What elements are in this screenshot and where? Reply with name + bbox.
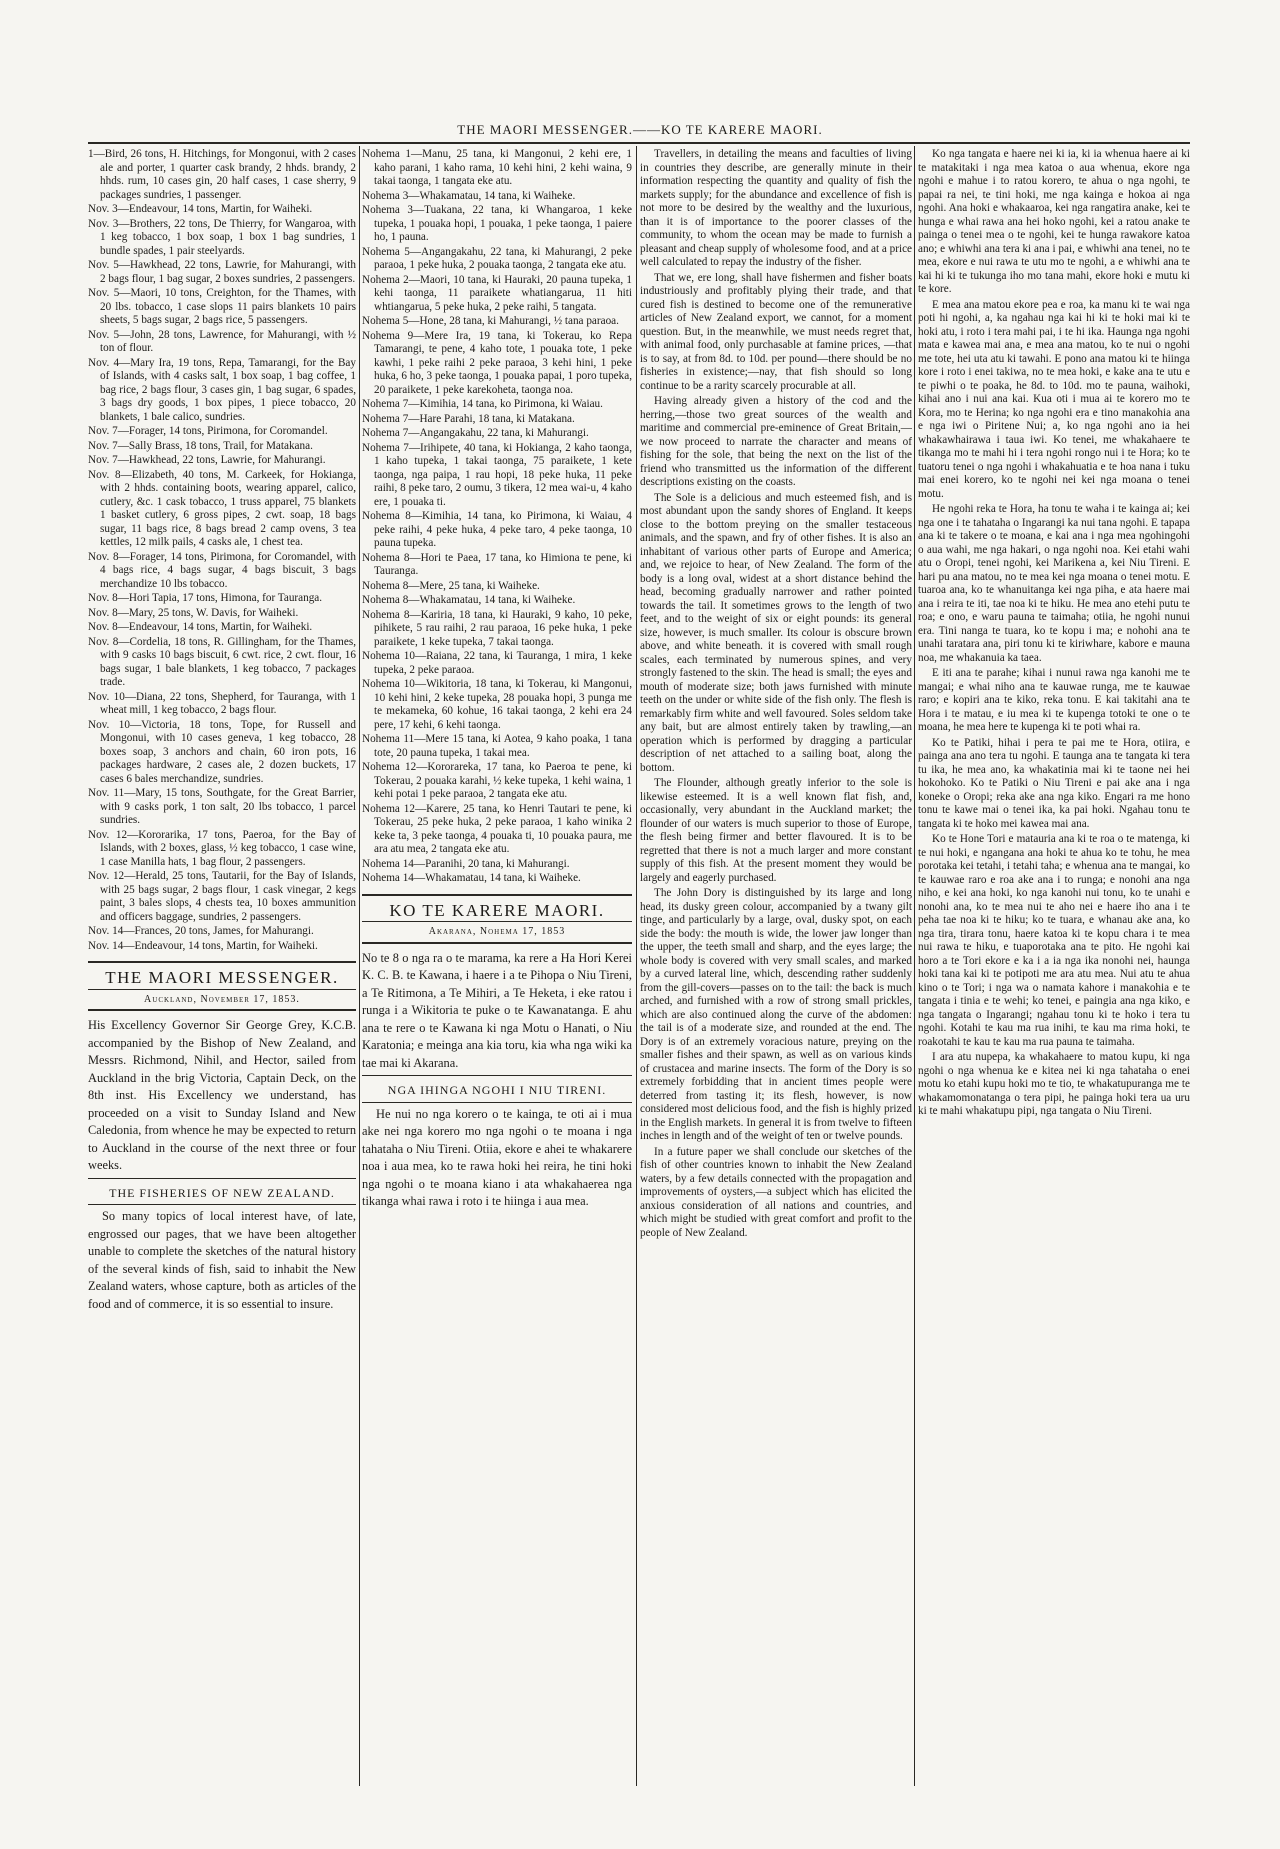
fisheries-intro-maori: He nui no nga korero o te kainga, te oti ai i mua ake nei nga korero mo nga ngohi o te moana i nga tahataha o Niu Tireni. Otiia, ekore e ahei te whakarere noa i aua mea, ko te rawa hoki hei reira, he tini hoki nga ngohi o te moana kiano i ata whakahaerea nga tikanga whai rawa i roto i te hiinga i aua mea. <box>362 1106 632 1208</box>
shipping-entry: Nohema 7—Hare Parahi, 18 tana, ki Matakana. <box>362 412 575 425</box>
shipping-entry: Nov. 3—Brothers, 22 tons, De Thierry, for Wangaroa, with 1 keg tobacco, 1 box soap, 1 box 1 bag sundries, 1 bundle spades, 1 pair steelyards. <box>88 217 356 257</box>
article-paragraph: The Flounder, although greatly inferior to the sole is likewise esteemed. It is a well known flat fish, and, occasionally, very abundant in the Auckland market; the flounder of our waters is much superior to those of Europe, the flesh being firmer and better flavoured. It is to be regretted that there is not a much larger and more constant supply of this fish. At the present moment they would be largely and eagerly purchased. <box>640 777 912 884</box>
fisheries-heading-english: THE FISHERIES OF NEW ZEALAND. <box>109 1185 335 1200</box>
shipping-entry: Nov. 12—Kororarika, 17 tons, Paeroa, for the Bay of Islands, with 2 boxes, glass, ½ keg tobacco, 1 case wine, 1 case Manilla hats, 1 bag flour, 2 passengers. <box>88 828 356 868</box>
divider <box>362 1102 632 1103</box>
shipping-entry: Nohema 7—Kimihia, 14 tana, ko Pirimona, ki Waiau. <box>362 398 603 410</box>
shipping-list-english <box>88 148 356 953</box>
shipping-entry: Nov. 7—Sally Brass, 18 tons, Trail, for Matakana. <box>88 439 313 452</box>
shipping-entry: Nov. 7—Hawkhead, 22 tons, Lawrie, for Mahurangi. <box>88 454 326 466</box>
shipping-entry: Nohema 2—Maori, 10 tana, ki Hauraki, 20 pauna tupeka, 1 kehi taonga, 11 paraikete whatiangarua, 11 hiti whtiangarua, 5 peke huka, 2 peke raihi, 5 tangata. <box>362 273 632 313</box>
article-paragraph: The John Dory is distinguished by its large and long head, its dusky green colour, accompanied by a twany gilt tinge, and particularly by a large, oval, dusky spot, on each side the body: the mouth is wide, the lower jaw longer than the upper, the teeth small and sharp, and the eyes large; the whole body is covered with very small scales, and marked by a curved lateral line, which, descending rather suddenly from the gill-covers—passes on to the tail: the back is much arched, and furnished with a row of strong small prickles, which are also continued along the curve of the abdomen: the tail is of a moderate size, and rounded at the end. The Dory is of an extremely voracious nature, preying on the smaller fishes and their spawn, as well as on various kinds of crustacea and marine insects. The form of the Dory is so extremely forbidding that in ancient times people were deterred from tasting it; its flesh, however, is now considered most delicious food, and the fish is highly prized in the English markets. In general it is from twelve to fifteen inches in length and of the weight of ten or twelve pounds. <box>640 887 912 1142</box>
shipping-entry: Nov. 5—Hawkhead, 22 tons, Lawrie, for Mahurangi, with 2 bags flour, 1 bag sugar, 2 boxes sundries, 2 passengers. <box>88 259 356 285</box>
article-paragraph: Having already given a history of the cod and the herring,—those two great sources of the wealth and maritime and commercial pre-eminence of Great Britain,—we now proceed to narrate the character and means of fishing for the sole, that being the next on the list of the friend who transmitted us the information of the different descriptions existing on the coasts. <box>640 395 912 488</box>
shipping-entry: Nov. 8—Cordelia, 18 tons, R. Gillingham, for the Thames, with 9 casks 10 bags biscuit, 6 cwt. rice, 2 cwt. flour, 16 bags sugar, 1 bale blankets, 1 keg tobacco, 7 packages trade. <box>88 635 356 688</box>
masthead-maori: KO TE KARERE MAORI. <box>362 894 632 923</box>
article-paragraph: E iti ana te parahe; kihai i nunui rawa nga kanohi me te mangai; e whai niho ana te kauwae runga, me te kauwae raro; e kopiri ana te kiko, reka tonu. E kai takitahi ana te Hora i te matau, e iu mea ki te kupenga totoki te one o te moana, he mea here te kupenga ki te poti whai ra. <box>918 667 1190 733</box>
shipping-entry: Nov. 11—Mary, 15 tons, Southgate, for the Great Barrier, with 9 casks pork, 1 ton salt, 20 lbs tobacco, 1 parcel sundries. <box>88 787 356 826</box>
shipping-entry: Nohema 1—Manu, 25 tana, ki Mangonui, 2 kehi ere, 1 kaho parani, 1 kaho rama, 10 kehi hini, 2 kehi waina, 9 takai taonga, 1 tangata eke atu. <box>362 148 632 187</box>
column-4 <box>918 148 1190 1828</box>
shipping-entry: Nohema 8—Kariria, 18 tana, ki Hauraki, 9 kaho, 10 peke, pihikete, 5 rau raihi, 2 rau paraoa, 16 peke huka, 1 peke paraikete, 1 keke tupeka, 7 takai taonga. <box>362 608 632 648</box>
article-paragraph: That we, ere long, shall have fishermen and fisher boats industriously and profitably plying their trade, and that cured fish is destined to become one of the remunerative articles of New Zealand export, we cannot, for a moment question. But, in the meanwhile, we must needs regret that, with animal food, only purchasable at famine prices, —that is to say, at from 8d. to 10d. per pound—there should be no fisheries in existence;—nay, that fish should so long continue to be a rarity scarcely procurable at all. <box>640 271 912 392</box>
editorial-maori: No te 8 o nga ra o te marama, ka rere a Ha Hori Kerei K. C. B. te Kawana, i haere i a te Pihopa o Niu Tireni, a Te Ritimona, a Te Mihiri, a Te Heketa, i eke ratou i runga i a Wikitoria te puke o te Kawanatanga. E ahu ana te rere o te Kawana ki nga Motu o Hanati, o Niu Karatonia; e meinga ana kia toru, kia wha nga wiki ka tae mai ki Akarana. <box>362 950 632 1070</box>
shipping-entry: Nohema 3—Tuakana, 22 tana, ki Whangaroa, 1 keke tupeka, 1 pouaka hopi, 1 pouaka, 1 peke taonga, 1 paiere ho, 1 pauna. <box>362 204 632 243</box>
article-paragraph: Ko nga tangata e haere nei ki ia, ki ia whenua haere ai ki te matakitaki i nga mea katoa o aua whenua, ekore nga ngohi e mahue i to ratou korero, te ahua o nga ngohi, te papai ra nei, te tini hoki, me nga kainga e hokoa ai nga ngohi. Ana hoki e whakaaroa, kei nga rangatira anake, kei te hunga e whai rawa ana hei hoko ngohi, kei a ratou anake te painga o tenei mea o te ngohi, kei te hunga rawakore katoa ano; e whiwhi ana tera ki ana i pai, e whiwhi ana tenei, no te mea, ekore e nui rawa te utu mo te ngohi, a e whiwhi ana te kai hi ki te tukunga iho mo tana mahi, ekore hoki e mutu ki te kore. <box>918 148 1190 295</box>
page-header: THE MAORI MESSENGER.——KO TE KARERE MAORI. <box>457 122 823 137</box>
shipping-entry: Nov. 7—Forager, 14 tons, Pirimona, for Coromandel. <box>88 425 328 437</box>
divider <box>88 1204 356 1205</box>
shipping-entry: Nov. 5—John, 28 tons, Lawrence, for Mahurangi, with ½ ton of flour. <box>88 328 356 354</box>
shipping-entry: Nohema 8—Kimihia, 14 tana, ko Pirimona, ki Waiau, 4 peke raihi, 4 peke huka, 4 peke taro, 4 peke taonga, 10 pauna tupeka. <box>362 510 632 549</box>
shipping-entry: Nov. 3—Endeavour, 14 tons, Martin, for Waiheki. <box>88 203 313 215</box>
shipping-entry: Nohema 8—Whakamatau, 14 tana, ki Waiheke. <box>362 594 576 606</box>
article-paragraph: The Sole is a delicious and much esteemed fish, and is most abundant upon the sandy shores of England. It keeps close to the bottom preying on the smaller testaceous animals, and the spawn, and fry of other fishes. It is also an inhabitant of various other parts of Europe and America; and, we rejoice to hear, of New Zealand. The form of the body is a long oval, widest at a short distance behind the head, becoming gradually narrower and rather pointed towards the tail. It sometimes grows to the length of two feet, and to the weight of six or eight pounds: its general size, however, is much smaller. Its colour is obscure brown above, and white beneath. it is covered with small rough scales, each terminated by numerous spines, and very strongly fastened to the skin. The head is small; the eyes and mouth of moderate size; both jaws furnished with minute teeth on the under or white side of the fish only. The flesh is remarkably firm white and well favoured. Soles seldom take any bait, but are almost entirely taken by trawling,—an operation which is performed by dragging a particular description of net attached to a sailing boat, along the bottom. <box>640 491 912 774</box>
shipping-entry: Nohema 7—Angangakahu, 22 tana, ki Mahurangi. <box>362 427 589 439</box>
divider <box>88 1178 356 1179</box>
shipping-entry: Nohema 8—Hori te Paea, 17 tana, ko Himiona te pene, ki Tauranga. <box>362 551 632 577</box>
article-paragraph: I ara atu nupepa, ka whakahaere to matou kupu, ki nga ngohi o nga whenua ke e kitea nei ki nga tahataha o enei motu ko etahi kupu hoki mo te tio, te whakatupuranga me te whakamomonatanga o tera pipi, he painga hoki tera ua uru ki te mahi whakatupu pipi, nga tangata o Niu Tireni. <box>918 1051 1190 1117</box>
shipping-entry: Nov. 14—Endeavour, 14 tons, Martin, for Waiheki. <box>88 939 318 952</box>
dateline-english: Auckland, November 17, 1853. <box>88 990 356 1012</box>
article-paragraph: Travellers, in detailing the means and faculties of living in countries they describe, are generally minute in their information respecting the quantity and quality of fish the markets supply; for the abundance and excellence of fish is not more to be desired by the wealthy and the luxurious, than it is of importance to the poorer classes of the community, to whom the ocean may be made to furnish a pleasant and cheap supply of wholesome food, and at a price well calculated to repay the industry of the fisher. <box>640 148 912 268</box>
shipping-list-maori <box>362 148 632 886</box>
article-paragraph: E mea ana matou ekore pea e roa, ka manu ki te wai nga poti hi ngohi, a, ka ngahau nga kai hi ki te hoki mai ki te hoki atu, i roto i tera mahi pai, i te hi ika. Haunga nga ngohi mata e kawea mai ana, e mea ana matou, ko te nui o ngohi me tote, hei uta atu ki tawahi. E pono ana matou ki te hiinga kore i roto i enei takiwa, no te mea hoki, e kake ana te utu e te piwhi o te poaka, he 8d. to 10d. mo te pauna, waihoki, kihai ano i nui ana kai. Kua oti i mua ai te korero mo te Kora, mo te Herina; ko nga ngohi era e tino manakohia ana e nga iwi o Piritene Nui; a, ko nga ngohi ano ia hei whakawhairawa i taua iwi. Ko tenei, me whakahaere te tikanga mo te mahi hi i tera ngohi rongo nui i te Hora; ko te tuatoru tenei o nga ngohi i whakahuatia e te hoa nana i tuku mai enei korero, ko te ngohi nei kei nga moana o tenei motu. <box>918 298 1190 500</box>
column-rule <box>636 146 637 1786</box>
shipping-entry: Nohema 10—Raiana, 22 tana, ki Tauranga, 1 mira, 1 keke tupeka, 2 peke paraoa. <box>362 650 632 676</box>
shipping-entry: Nohema 5—Hone, 28 tana, ki Mahurangi, ½ tana paraoa. <box>362 315 619 327</box>
shipping-entry: Nohema 7—Irihipete, 40 tana, ki Hokianga, 2 kaho taonga, 1 kaho tupeka, 1 takai taonga, 75 paraikete, 1 kete taonga, nga paipa, 1 rau hopi, 18 peke huka, 11 peke raihi, 8 peke taro, 2 oumu, 3 tikera, 12 mea wai-u, 4 kaho ere, 1 pouaka ti. <box>362 441 632 508</box>
article-paragraph: In a future paper we shall conclude our sketches of the fish of other countries known to inhabit the New Zealand waters, by a few details connected with the propagation and improvements of oysters,—a subject which has elicited the anxious consideration of all nations and countries, and which might be studied with great comfort and profit to the people of New Zealand. <box>640 1145 912 1239</box>
shipping-entry: Nohema 14—Paranihi, 20 tana, ki Mahurangi. <box>362 857 570 870</box>
shipping-entry: Nov. 8—Elizabeth, 40 tons, M. Carkeek, for Hokianga, with 2 hhds. containing boots, wearing apparel, calico, cutlery, &c. 1 cask tobacco, 1 truss apparel, 75 blankets 1 basket cutlery, 6 gross pipes, 2 cwt. soap, 18 bags sugar, 11 bags rice, 8 bags bread 2 camp ovens, 3 tea kettles, 12 milk pails, 4 casks ale, 1 chest tea. <box>88 468 356 548</box>
shipping-entry: Nov. 8—Forager, 14 tons, Pirimona, for Coromandel, with 4 bags rice, 4 bags sugar, 4 bags biscuit, 3 bags merchandize 10 lbs tobacco. <box>88 550 356 590</box>
shipping-entry: Nov. 10—Victoria, 18 tons, Tope, for Russell and Mongonui, with 10 cases geneva, 1 keg tobacco, 28 boxes soap, 3 anchors and chain, 60 iron pots, 16 packages hardware, 2 cases ale, 2 dozen buckets, 17 cases 6 bales merchandize, sundries. <box>88 718 356 785</box>
shipping-entry: Nohema 10—Wikitoria, 18 tana, ki Tokerau, ki Mangonui, 10 kehi hini, 2 keke tupeka, 28 pouaka hopi, 3 punga me te mekameka, 60 kohue, 16 takai taonga, 2 kehi era 24 pere, 17 kehi, 6 kehi taonga. <box>362 678 632 731</box>
shipping-entry: Nohema 12—Karere, 25 tana, ko Henri Tautari te pene, ki Tokerau, 25 peke huka, 2 peke paraoa, 1 kaho winika 2 keke ta, 3 peke taonga, 4 pouaka ti, 10 pouaka paura, me ara atu mea, 2 tangata eke atu. <box>362 802 632 855</box>
shipping-entry: Nov. 12—Herald, 25 tons, Tautarii, for the Bay of Islands, with 25 bags sugar, 2 bags flour, 1 cask vinegar, 2 kegs paint, 3 bales slops, 4 chests tea, 10 boxes ammunition and officers baggage, sundries, 2 passengers. <box>88 870 356 923</box>
shipping-entry: Nohema 14—Whakamatau, 14 tana, ki Waiheke. <box>362 872 581 884</box>
fisheries-article-english <box>640 148 912 1240</box>
editorial-english: His Excellency Governor Sir George Grey, K.C.B. accompanied by the Bishop of New Zealand, and Messrs. Richmond, Nihil, and Hector, sailed from Auckland in the brig Victoria, Captain Deck, on the 8th inst. His Excellency we understand, has proceeded on a visit to Sunday Island and New Caledonia, from whence he may be expected to return to Auckland in the course of the next three or four weeks. <box>88 1018 356 1172</box>
fisheries-intro-english: So many topics of local interest have, of late, engrossed our pages, that we have been altogether unable to complete the sketches of the natural history of the several kinds of fish, said to inhabit the New Zealand waters, whose capture, both as articles of the food and of commerce, it is so essential to insure. <box>88 1209 356 1311</box>
shipping-entry: Nov. 8—Mary, 25 tons, W. Davis, for Waiheki. <box>88 606 299 619</box>
shipping-entry: Nohema 8—Mere, 25 tana, ki Waiheke. <box>362 579 540 592</box>
shipping-entry: Nov. 8—Hori Tapia, 17 tons, Himona, for Tauranga. <box>88 592 323 604</box>
column-1 <box>88 148 356 1828</box>
shipping-entry: Nov. 14—Frances, 20 tons, James, for Mahurangi. <box>88 925 314 937</box>
column-rule <box>914 146 915 1786</box>
column-3 <box>640 148 912 1828</box>
top-rule <box>88 142 1190 144</box>
masthead-english: THE MAORI MESSENGER. <box>88 961 356 990</box>
shipping-entry: Nohema 3—Whakamatau, 14 tana, ki Waiheke. <box>362 189 576 202</box>
article-paragraph: He ngohi reka te Hora, ha tonu te waha i te kainga ai; kei nga one i te tahataha o Ingarangi ka nui tana ngohi. E tapapa ana ki te takere o te moana, e kai ana i nga mea ngohingohi o aua wahi, me nga hakari, o nga ngohi noa. Kei etahi wahi atu o Oropi, tenei ngohi, kei Marikena a, kei Niu Tireni. E hari pu ana matou, no te mea kei nga moana o tenei motu. E tuaroa ana, ko te whanuitanga kei nga piha, e ata haere mai ana i reira te iti, tae noa ki te hiku. He mea ano etehi putu te roa; e ono, e waru pauna te taimaha; otiia, he ngohi nunui era. Tini nanga te tuara, ko te kopu i ma; e nohohi ana te unahi taratara ana, piri tonu ki te kiriwhare, kabore e mauna noa, me whakanuia ka taea. <box>918 503 1190 664</box>
shipping-entry: Nohema 11—Mere 15 tana, ki Aotea, 9 kaho poaka, 1 tana tote, 20 pauna tupeka, 1 takai mea. <box>362 733 632 759</box>
shipping-entry: Nov. 4—Mary Ira, 19 tons, Repa, Tamarangi, for the Bay of Islands, with 4 casks salt, 1 box soap, 1 bag coffee, 1 bag rice, 2 bags flour, 3 cases gin, 1 bag sugar, 6 spades, 3 bags dry goods, 1 box pipes, 1 piece tobacco, 20 blankets, 1 bale calico, sundries. <box>88 356 356 423</box>
shipping-entry: Nov. 8—Endeavour, 14 tons, Martin, for Waiheki. <box>88 621 313 633</box>
shipping-entry: Nohema 9—Mere Ira, 19 tana, ki Tokerau, ko Repa Tamarangi, te pene, 4 kaho tote, 1 pouaka tote, 1 peke kawhi, 1 peke raihi 2 peke paraoa, 3 kehi hini, 1 peke huka, 6 ho, 3 peke taonga, 1 pouaka papai, 1 poro tupeka, 20 paraikete, 1 peke karekoheta, taonga noa. <box>362 329 632 396</box>
column-rule <box>359 146 360 1786</box>
fisheries-article-maori <box>918 148 1190 1119</box>
article-paragraph: Ko te Hone Tori e matauria ana ki te roa o te matenga, ki te nui hoki, e ngangana ana hoki te ahua ko te tohu, he mea porotaka kei tetahi, i tetahi taha; e whenua ana te mangai, ko te kauwae raro e roa ake ana i to runga; e nonohi ana nga niho, e kei ana hoki, ko nga kanohi nui tonu, ko te unahi e nonohi ana, ko te mea nui te aho nei e haere iho ana i te peha tae noa ki te hiku; ko te tuara, e whanau ake ana, ko nga tira, tirara tonu, haere katoa ki te kopu chara i te mea nui rawa te hiku, e tuaporotaka ana te pito. He ngohi kai horo a te Tori ekore e ka i a ia nga ika nonohi nei, haunga hoki tana kai ki te potipoti me ara atu mea. Nui atu te ahua kino o te Tori; i nga wa o namata kahore i manakohia e te tangata i tinia e te wehi; ko tenei, e paingia ana nga kiko, e nga tangata o Ingarangi; ngahau tonu ki te hoko i tera tu ngohi. Kotahi te kau ma rua inihi, te kau ma rima hoki, te roakotahi te kau te kau ma rua pauna te taimaha. <box>918 833 1190 1048</box>
column-2 <box>362 148 632 1828</box>
shipping-entry: Nov. 5—Maori, 10 tons, Creighton, for the Thames, with 20 lbs. tobacco, 1 case slops 11 pairs blankets 10 pairs sheets, 5 bags sugar, 2 bags rice, 5 passengers. <box>88 287 356 326</box>
dateline-maori: Akarana, Nohema 17, 1853 <box>362 922 632 944</box>
shipping-entry: 1—Bird, 26 tons, H. Hitchings, for Mongonui, with 2 cases ale and porter, 1 quarter cask brandy, 2 hhds. brandy, 2 hhds. rum, 10 cases gin, 20 half cases, 1 case sherry, 9 packages sundries, 1 passenger. <box>88 148 356 201</box>
shipping-entry: Nohema 12—Kororareka, 17 tana, ko Paeroa te pene, ki Tokerau, 2 pouaka karahi, ½ keke tupeka, 1 kehi waina, 1 kehi potai 1 peke paraoa, 2 tangata eke atu. <box>362 761 632 800</box>
shipping-entry: Nohema 5—Angangakahu, 22 tana, ki Mahurangi, 2 peke paraoa, 1 peke huka, 2 pouaka taonga, 2 tangata eke atu. <box>362 245 632 271</box>
divider <box>362 1075 632 1076</box>
shipping-entry: Nov. 10—Diana, 22 tons, Shepherd, for Tauranga, with 1 wheat mill, 1 keg tobacco, 2 bags flour. <box>88 690 356 716</box>
fisheries-heading-maori: NGA IHINGA NGOHI I NIU TIRENI. <box>387 1083 607 1097</box>
article-paragraph: Ko te Patiki, hihai i pera te pai me te Hora, otiira, e painga ana ano tera tu ngohi. E taunga ana te tangata ki tera tu ika, he mea ano, ka whakatinia mai ki te taone nei hei hokohoko. Ko te Patiki o Niu Tireni e pai ake ana i nga koneke o Oropi; reka ake ana nga kiko. Engari ra me hono tonu te kawe mai o tenei ika, ka pai hoki. Ngahau tonu te tangata ki te hoko mei kawea mai ana. <box>918 736 1190 830</box>
